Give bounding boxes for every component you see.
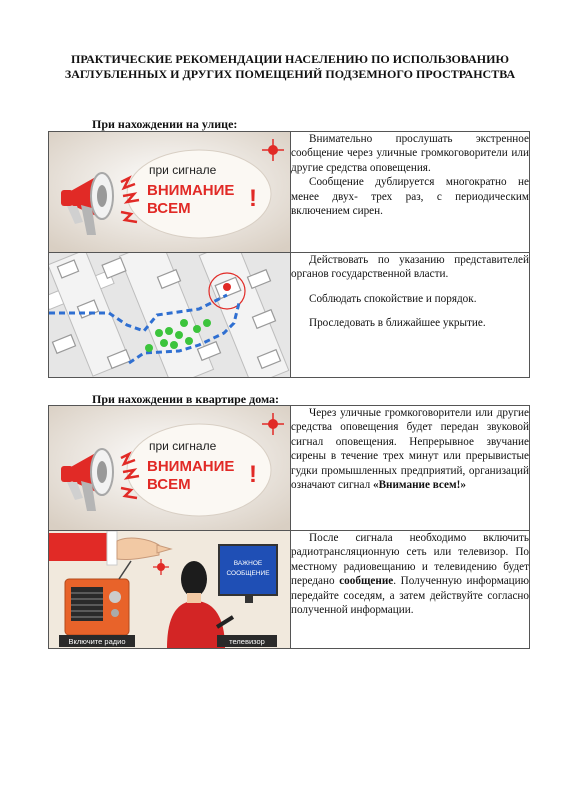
alarm-line1: при сигнале bbox=[149, 163, 217, 177]
paragraph-text: Через уличные громкоговорители или другие средства оповещения будет передан звуковой сигнал оповещения. Непрерывное звучание сирены в течение трех минут или прерывистые гудки промышленных предприятий, организаций означают сигнал bbox=[291, 407, 529, 492]
radio-caption: Включите радио bbox=[68, 637, 126, 646]
street-text-2 bbox=[291, 253, 530, 378]
paragraph bbox=[291, 531, 529, 617]
paragraph: Проследовать в ближайшее укрытие. bbox=[309, 317, 486, 330]
alarm-line3: ВСЕМ bbox=[147, 200, 191, 217]
tv-icon bbox=[219, 545, 277, 603]
message-word: сообщение bbox=[339, 575, 394, 588]
paragraph-text: После сигнала необходимо включить радиотрансляционную сеть или телевизор. По местному радиовещанию и телевидению будет передано bbox=[291, 532, 529, 588]
home-text-2 bbox=[291, 531, 530, 649]
signal-phrase: «Внимание всем!» bbox=[372, 479, 466, 492]
radio-tv-illustration-cell bbox=[49, 531, 291, 649]
home-text-1 bbox=[291, 406, 530, 531]
home-table bbox=[48, 405, 530, 649]
alarm-line2: ВНИМАНИЕ bbox=[147, 182, 235, 199]
megaphone-alarm-image bbox=[49, 406, 290, 530]
paragraph: Действовать по указанию представителей органов государственной власти. bbox=[291, 254, 529, 281]
alarm-illustration-cell bbox=[49, 132, 291, 253]
exclamation-mark: ! bbox=[249, 461, 257, 488]
page-title: ПРАКТИЧЕСКИЕ РЕКОМЕНДАЦИИ НАСЕЛЕНИЮ ПО ИСПОЛЬЗОВАНИЮ ЗАГЛУБЛЕННЫХ И ДРУГИХ ПОМЕЩЕНИЙ ПОДЗЕМНОГО ПРОСТРАНСТВА bbox=[64, 52, 516, 81]
alarm-line3: ВСЕМ bbox=[147, 476, 191, 493]
tv-screen-line2: СООБЩЕНИЕ bbox=[226, 570, 270, 577]
exclamation-mark: ! bbox=[249, 185, 257, 212]
radio-tv-image bbox=[49, 531, 290, 648]
paragraph-text: . Полученную информацию передайте соседям, а затем действуйте согласно полученной информации. bbox=[291, 575, 530, 617]
alarm-line2: ВНИМАНИЕ bbox=[147, 458, 235, 475]
street-text-1 bbox=[291, 132, 530, 253]
paragraph: Внимательно прослушать экстренное сообщение через уличные громкоговорители или другие средства оповещения. bbox=[291, 133, 529, 174]
megaphone-alarm-image bbox=[49, 132, 290, 252]
paragraph bbox=[291, 406, 529, 492]
alarm-line1: при сигнале bbox=[149, 439, 217, 453]
section-heading-street: При нахождении на улице: bbox=[92, 117, 238, 131]
map-illustration-cell bbox=[49, 253, 291, 378]
tv-caption: телевизор bbox=[229, 637, 265, 646]
shelter-marker-icon bbox=[223, 283, 231, 291]
paragraph: Сообщение дублируется многократно не менее двух- трех раз, с периодическим включением сирен. bbox=[291, 176, 529, 218]
alarm-illustration-cell bbox=[49, 406, 291, 531]
tv-screen-line1: ВАЖНОЕ bbox=[233, 560, 263, 567]
evacuation-map-image bbox=[49, 253, 290, 377]
street-table bbox=[48, 131, 530, 378]
paragraph: Соблюдать спокойствие и порядок. bbox=[309, 292, 477, 305]
section-heading-home: При нахождении в квартире дома: bbox=[92, 392, 280, 406]
